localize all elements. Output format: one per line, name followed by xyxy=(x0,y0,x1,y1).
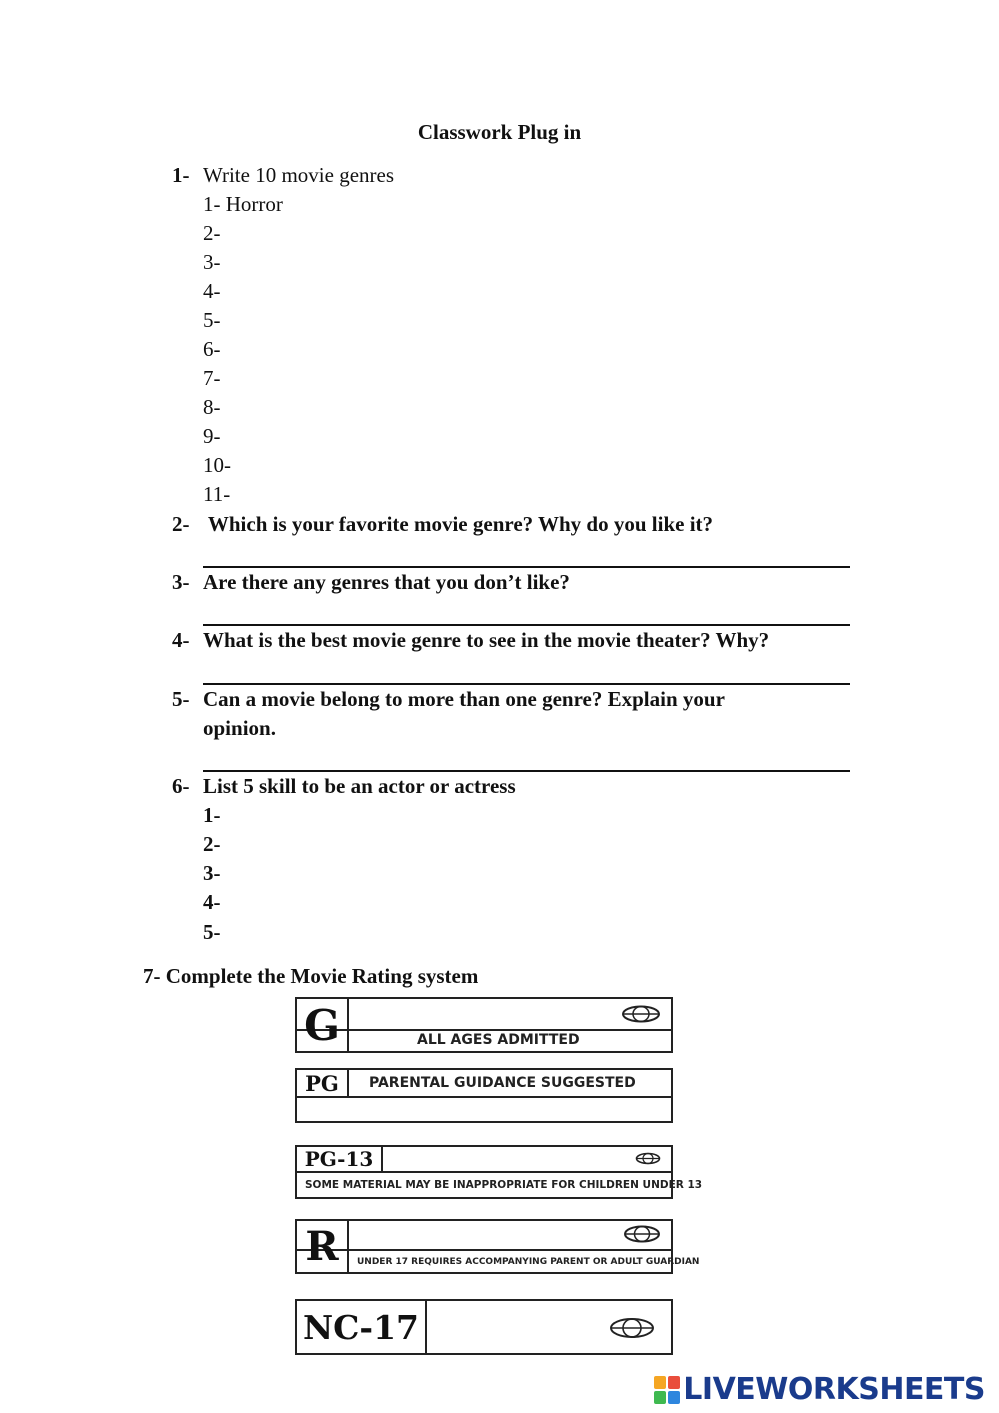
question-number: 3- xyxy=(172,570,190,594)
rating-description: SOME MATERIAL MAY BE INAPPROPRIATE FOR CHILDREN UNDER 13 xyxy=(305,1179,703,1191)
genre-item-6[interactable]: 6- xyxy=(203,337,221,361)
question-5 xyxy=(172,687,725,712)
logo-mark-icon xyxy=(654,1376,680,1404)
question-2 xyxy=(172,512,713,537)
skill-item-5[interactable]: 5- xyxy=(203,920,221,944)
rating-description: ALL AGES ADMITTED xyxy=(417,1032,580,1048)
rating-r xyxy=(295,1219,700,1274)
rating-nc17 xyxy=(295,1299,673,1355)
liveworksheets-logo xyxy=(654,1372,985,1407)
question-number: 5- xyxy=(172,687,190,711)
rating-letter: R xyxy=(297,1221,349,1272)
question-text: Which is your favorite movie genre? Why do you like it? xyxy=(203,512,714,536)
question-text: Can a movie belong to more than one genre? Explain your xyxy=(203,687,725,711)
genre-item-4[interactable]: 4- xyxy=(203,279,221,303)
question-number: 4- xyxy=(172,628,190,652)
genre-item-7[interactable]: 7- xyxy=(203,366,221,390)
rating-letter: PG xyxy=(297,1070,349,1096)
rating-pg xyxy=(295,1068,673,1123)
rating-description: PARENTAL GUIDANCE SUGGESTED xyxy=(369,1075,636,1091)
genre-item-11[interactable]: 11- xyxy=(203,482,231,506)
genre-item-2[interactable]: 2- xyxy=(203,221,221,245)
question-5-continued: opinion. xyxy=(203,716,276,740)
question-text: Write 10 movie genres xyxy=(203,163,395,187)
mpa-globe-icon xyxy=(621,1005,661,1023)
rating-letter: G xyxy=(297,999,349,1051)
genre-item-1[interactable]: 1- Horror xyxy=(203,192,283,216)
answer-line-4[interactable] xyxy=(203,683,850,685)
page-title: Classwork Plug in xyxy=(417,120,582,144)
genre-item-8[interactable]: 8- xyxy=(203,395,221,419)
genre-item-10[interactable]: 10- xyxy=(203,453,231,477)
question-7: 7- Complete the Movie Rating system xyxy=(143,964,479,988)
question-text: Are there any genres that you don’t like? xyxy=(203,570,570,594)
answer-line-3[interactable] xyxy=(203,624,850,626)
question-number: 2- xyxy=(172,512,190,536)
skill-item-3[interactable]: 3- xyxy=(203,861,221,885)
skill-item-4[interactable]: 4- xyxy=(203,890,221,914)
mpa-globe-icon xyxy=(623,1225,661,1243)
question-6 xyxy=(172,774,516,799)
answer-line-5[interactable] xyxy=(203,770,850,772)
question-number: 1- xyxy=(172,163,190,187)
question-1 xyxy=(172,163,394,188)
brand-name: LIVEWORKSHEETS xyxy=(683,1372,985,1407)
question-number: 6- xyxy=(172,774,190,798)
skill-item-1[interactable]: 1- xyxy=(203,803,221,827)
rating-letter: PG-13 xyxy=(297,1147,383,1171)
mpa-globe-icon xyxy=(635,1152,661,1165)
question-4 xyxy=(172,628,769,653)
question-text: List 5 skill to be an actor or actress xyxy=(203,774,516,798)
genre-item-3[interactable]: 3- xyxy=(203,250,221,274)
genre-item-9[interactable]: 9- xyxy=(203,424,221,448)
skill-item-2[interactable]: 2- xyxy=(203,832,221,856)
rating-blank[interactable] xyxy=(297,1098,671,1120)
rating-description: UNDER 17 REQUIRES ACCOMPANYING PARENT OR ADULT GUARDIAN xyxy=(357,1257,700,1267)
question-text: What is the best movie genre to see in the movie theater? Why? xyxy=(203,628,770,652)
rating-letter: NC-17 xyxy=(297,1301,427,1353)
genre-item-5[interactable]: 5- xyxy=(203,308,221,332)
rating-pg13 xyxy=(295,1145,703,1199)
answer-line-2[interactable] xyxy=(203,566,850,568)
question-3 xyxy=(172,570,570,595)
rating-g xyxy=(295,997,673,1053)
mpa-globe-icon xyxy=(609,1317,655,1339)
